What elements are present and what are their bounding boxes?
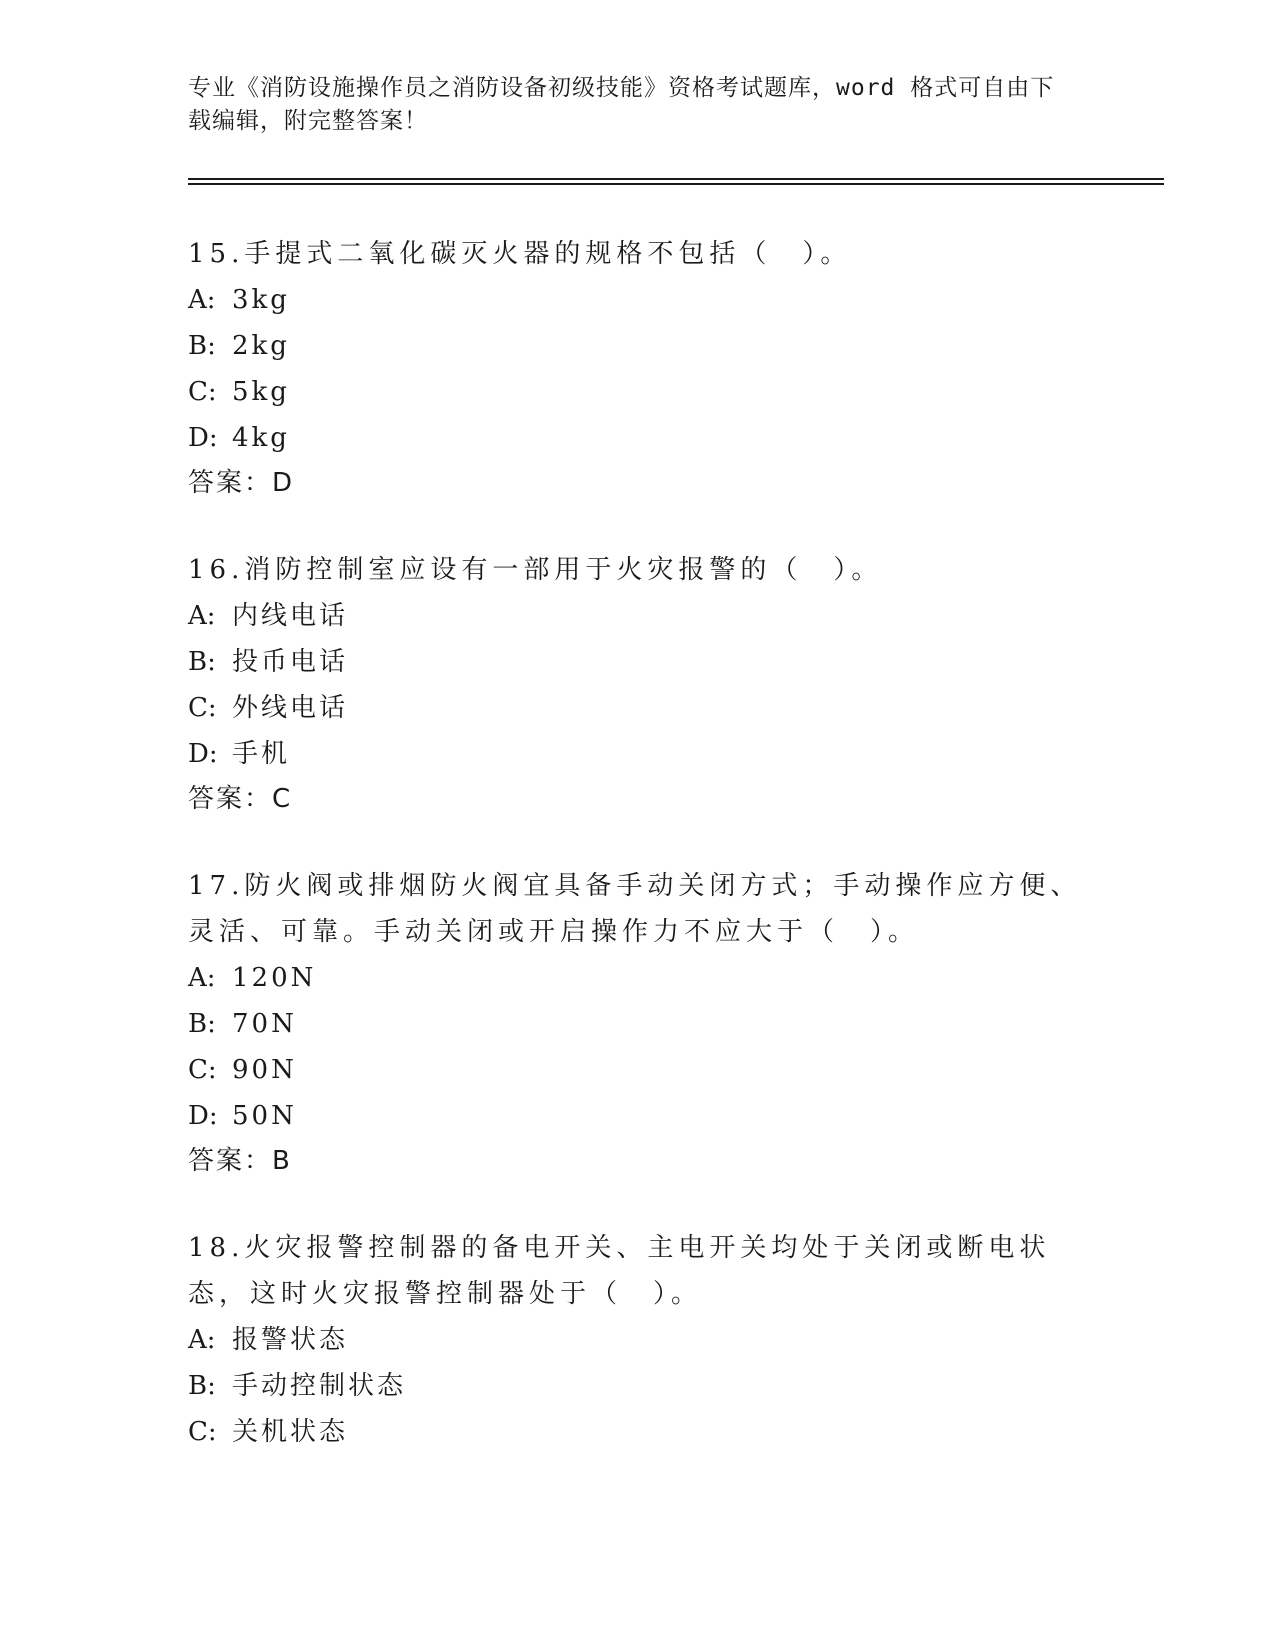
question-16 bbox=[188, 547, 1088, 821]
option-b bbox=[188, 1363, 1088, 1409]
option-key: D: bbox=[188, 1101, 218, 1131]
question-stem: 16.消防控制室应设有一部用于火灾报警的（ ）。 bbox=[188, 555, 883, 585]
option-key: D: bbox=[188, 739, 218, 769]
option-text: 90N bbox=[232, 1055, 297, 1085]
option-text: 70N bbox=[232, 1009, 297, 1039]
question-stem: 15.手提式二氧化碳灭火器的规格不包括（ ）。 bbox=[188, 239, 852, 269]
document-header: 专业《消防设施操作员之消防设备初级技能》资格考试题库，word 格式可自由下载编辑，附完整答案！ bbox=[188, 75, 1055, 134]
option-a bbox=[188, 955, 1088, 1001]
question-15 bbox=[188, 231, 1088, 505]
option-a bbox=[188, 1317, 1088, 1363]
option-key: C: bbox=[188, 377, 217, 407]
option-c bbox=[188, 1047, 1088, 1093]
option-text: 关机状态 bbox=[232, 1417, 349, 1447]
option-a bbox=[188, 277, 1088, 323]
option-key: C: bbox=[188, 1417, 217, 1447]
option-d bbox=[188, 1093, 1088, 1139]
option-text: 外线电话 bbox=[232, 693, 349, 723]
option-text: 报警状态 bbox=[232, 1325, 349, 1355]
option-d bbox=[188, 415, 1088, 461]
option-key: C: bbox=[188, 693, 217, 723]
question-stem: 18.火灾报警控制器的备电开关、主电开关均处于关闭或断电状态，这时火灾报警控制器处于（ ）。 bbox=[188, 1233, 1051, 1309]
option-text: 3kg bbox=[232, 285, 290, 315]
option-text: 投币电话 bbox=[232, 647, 349, 677]
option-text: 手机 bbox=[232, 739, 291, 769]
option-key: A: bbox=[188, 963, 216, 993]
option-text: 手动控制状态 bbox=[232, 1371, 407, 1401]
option-b bbox=[188, 323, 1088, 369]
option-text: 120N bbox=[232, 963, 317, 993]
option-key: B: bbox=[188, 647, 216, 677]
option-key: A: bbox=[188, 1325, 216, 1355]
option-c bbox=[188, 369, 1088, 415]
question-stem: 17.防火阀或排烟防火阀宜具备手动关闭方式；手动操作应方便、灵活、可靠。手动关闭或开启操作力不应大于（ ）。 bbox=[188, 871, 1082, 947]
header-divider-bottom bbox=[188, 183, 1164, 185]
option-a bbox=[188, 593, 1088, 639]
option-b bbox=[188, 1001, 1088, 1047]
option-c bbox=[188, 685, 1088, 731]
header-divider-top bbox=[188, 178, 1164, 180]
option-key: B: bbox=[188, 331, 216, 361]
option-text: 2kg bbox=[232, 331, 290, 361]
question-18 bbox=[188, 1225, 1088, 1455]
answer-label: 答案：D bbox=[188, 468, 295, 498]
option-key: D: bbox=[188, 423, 218, 453]
option-c bbox=[188, 1409, 1088, 1455]
option-b bbox=[188, 639, 1088, 685]
option-key: A: bbox=[188, 285, 216, 315]
option-key: A: bbox=[188, 601, 216, 631]
option-key: C: bbox=[188, 1055, 217, 1085]
option-key: B: bbox=[188, 1371, 216, 1401]
answer-label: 答案：C bbox=[188, 784, 293, 814]
option-text: 4kg bbox=[232, 423, 290, 453]
question-17 bbox=[188, 863, 1088, 1183]
option-text: 内线电话 bbox=[232, 601, 349, 631]
option-key: B: bbox=[188, 1009, 216, 1039]
option-text: 50N bbox=[232, 1101, 297, 1131]
option-text: 5kg bbox=[232, 377, 290, 407]
answer-label: 答案：B bbox=[188, 1146, 292, 1176]
option-d bbox=[188, 731, 1088, 777]
